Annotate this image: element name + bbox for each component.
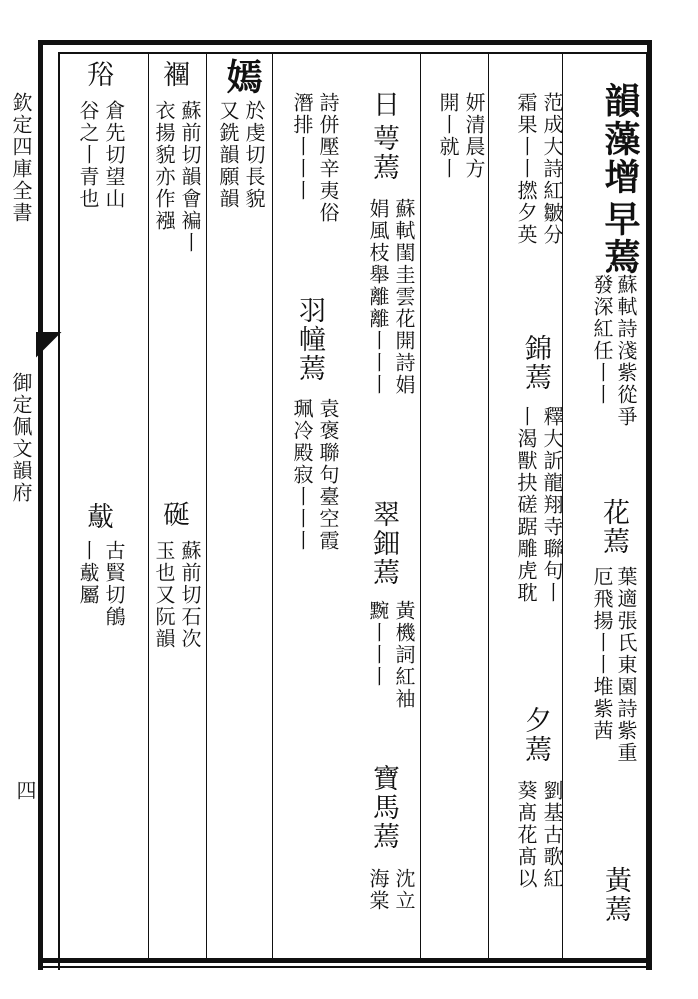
entry-head: 錦蔫 [520, 334, 551, 392]
entry-head: 花蔫 [598, 498, 629, 556]
bottom-rule [38, 958, 652, 963]
entry-note: 古賢切䳌 [102, 540, 126, 628]
character-head: 谸 [82, 60, 113, 89]
character-head: 䙟 [158, 60, 189, 89]
entry-note: 發深紅任丨丨 [590, 274, 614, 406]
entry-note: 丨渴獸抉磋踞雕虎耽 [514, 406, 538, 604]
entry-note: 劉基古歌紅 [540, 780, 564, 890]
entry-note: 海棠 [366, 868, 390, 912]
entry-note: 玉也又阮韻 [152, 540, 176, 650]
entry-head: 黃蔫 [600, 866, 631, 924]
entry-head: 寶馬蔫 [368, 764, 399, 851]
column-rule [206, 54, 207, 958]
entry-note: 妍清晨方 [462, 92, 486, 180]
column-rule [272, 54, 273, 958]
entry-note: 娟風枝舉離離丨丨丨 [366, 198, 390, 396]
entry-note: 霜果丨丨撚夕英 [514, 92, 538, 246]
entry-note: 厄飛揚丨丨堆紫茜 [590, 566, 614, 742]
entry-note: 黃機詞紅袖 [392, 600, 416, 710]
entry-note: 袁褒聯句臺空霞 [316, 398, 340, 552]
entry-note: 蘇軾閨圭雲花開詩娟 [392, 198, 416, 396]
entry-note: 詩併壓辛夷俗 [316, 92, 340, 224]
entry-note: 丨䳒屬 [76, 540, 100, 606]
entry-note: 於虔切長貌 [242, 100, 266, 210]
character-head: 硟 [158, 500, 189, 529]
entry-note: 衣揚貌亦作襁 [152, 100, 176, 232]
heading-yunzao: 韻藻增 [599, 82, 641, 196]
entry-note: 葉適張氏東園詩紫重 [614, 566, 638, 764]
margin-page-number: 四 [13, 780, 37, 802]
entry-head: 日 [368, 90, 399, 119]
entry-note: 黦丨丨丨 [366, 600, 390, 688]
entry-note: 潛排丨丨丨 [290, 92, 314, 202]
column-rule [420, 54, 421, 958]
entry-note: 沈立 [392, 868, 416, 912]
entry-head: 早蔫 [599, 200, 641, 276]
entry-note: 倉先切望山 [102, 100, 126, 210]
entry-note: 開丨就丨 [436, 92, 460, 180]
entry-note: 蘇軾詩淺紫從爭 [614, 274, 638, 428]
character-head: 䳒 [82, 502, 113, 531]
fishtail-mark [36, 332, 62, 362]
entry-note: 珮冷殿寂丨丨丨 [290, 398, 314, 552]
margin-title-mid: 御定佩文韻府 [9, 372, 33, 504]
entry-head: 萼蔫 [368, 124, 399, 182]
entry-head: 夕蔫 [520, 706, 551, 764]
entry-note: 葵髙花髙以 [514, 780, 538, 890]
entry-head: 翠鈿蔫 [368, 500, 399, 587]
margin-title-top: 欽定四庫全書 [9, 92, 33, 224]
entry-note: 又銑韻願韻 [216, 100, 240, 210]
column-rule [488, 54, 489, 958]
entry-note: 釋大訢龍翔寺聯句丨 [540, 406, 564, 604]
entry-note: 蘇前切韻會褊丨 [178, 100, 202, 254]
column-rule [148, 54, 149, 958]
entry-note: 蘇前切石次 [178, 540, 202, 650]
entry-note: 范成大詩紅皺分 [540, 92, 564, 246]
entry-head: 羽幢蔫 [294, 296, 325, 383]
character-head: 嫣 [221, 58, 263, 96]
bottom-rule-thin [38, 966, 652, 968]
entry-note: 谷之丨青也 [76, 100, 100, 210]
